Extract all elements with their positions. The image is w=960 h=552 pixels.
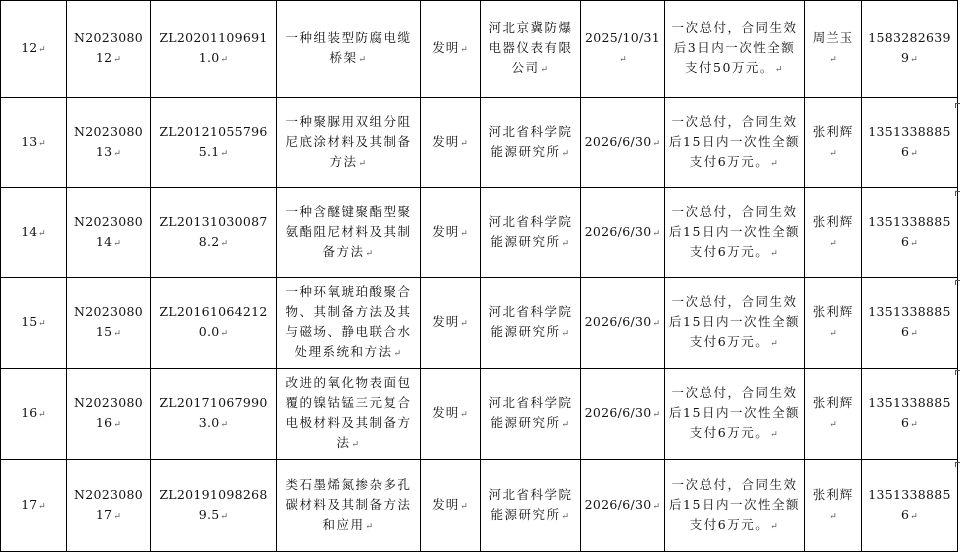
paragraph-mark-icon: ↵ [220, 420, 229, 430]
expiry-date-cell [581, 278, 665, 369]
paragraph-mark-decoration [955, 370, 960, 375]
paragraph-mark-decoration [955, 191, 960, 196]
paragraph-mark-icon: ↵ [910, 511, 919, 522]
paragraph-mark-icon: ↵ [460, 319, 469, 329]
project-code: N202308014 [73, 213, 143, 249]
paragraph-mark-icon: ↵ [38, 319, 46, 329]
paragraph-mark-icon: ↵ [770, 158, 780, 169]
expiry-date: 2025/10/31 [584, 30, 661, 45]
paragraph-mark-icon: ↵ [460, 45, 469, 55]
patent-owner-cell [481, 98, 581, 188]
contact-phone-cell [862, 98, 958, 188]
paragraph-mark-decoration [955, 280, 960, 285]
table-row [1, 188, 958, 278]
expiry-date: 2026/6/30 [584, 405, 652, 420]
paragraph-mark-icon: ↵ [770, 521, 780, 532]
expiry-date-cell [581, 460, 665, 552]
paragraph-mark-icon: ↵ [365, 248, 375, 259]
paragraph-mark-icon: ↵ [220, 238, 229, 249]
project-code-cell [67, 460, 151, 552]
paragraph-mark-icon: ↵ [829, 148, 838, 159]
paragraph-mark-icon: ↵ [561, 420, 571, 430]
paragraph-mark-icon: ↵ [393, 349, 403, 359]
patent-type: 发明 [432, 223, 460, 239]
project-code-cell [67, 369, 151, 460]
row-number: 13 [21, 133, 38, 149]
patent-title-cell [277, 460, 421, 552]
patent-title: 改进的氧化物表面包覆的镍钴锰三元复合电极材料及其制备方法 [285, 375, 412, 450]
patent-type-cell [421, 278, 481, 369]
paragraph-mark-icon: ↵ [113, 511, 122, 522]
paragraph-mark-icon: ↵ [460, 410, 469, 420]
paragraph-mark-icon: ↵ [38, 501, 46, 512]
contact-person-cell [805, 369, 862, 460]
paragraph-mark-icon: ↵ [460, 228, 469, 239]
project-code-cell [67, 1, 151, 98]
patent-title: 类石墨烯氮掺杂多孔碳材料及其制备方法和应用 [285, 476, 412, 532]
row-number-cell [1, 369, 67, 460]
paragraph-mark-icon: ↵ [113, 329, 122, 339]
paragraph-mark-icon: ↵ [113, 238, 122, 249]
expiry-date-cell [581, 369, 665, 460]
patent-type-cell [421, 98, 481, 188]
row-number: 17 [21, 496, 38, 512]
paragraph-mark-icon: ↵ [220, 511, 229, 522]
paragraph-mark-icon: ↵ [113, 148, 122, 159]
paragraph-mark-icon: ↵ [561, 329, 571, 339]
expiry-date-cell [581, 98, 665, 188]
payment-terms-cell [665, 98, 805, 188]
expiry-date: 2026/6/30 [584, 314, 652, 329]
paragraph-mark-icon: ↵ [220, 329, 229, 339]
project-code: N202308013 [73, 123, 143, 159]
patent-owner-cell [481, 1, 581, 98]
paragraph-mark-icon: ↵ [910, 329, 919, 339]
patent-type: 发明 [432, 405, 460, 420]
table-row [1, 278, 958, 369]
patent-number: ZL201710679903.0 [159, 395, 268, 430]
expiry-date: 2026/6/30 [584, 223, 652, 239]
expiry-date: 2026/6/30 [584, 496, 652, 512]
paragraph-mark-icon: ↵ [460, 501, 469, 512]
paragraph-mark-icon: ↵ [770, 339, 780, 349]
paragraph-mark-icon: ↵ [38, 228, 46, 239]
paragraph-mark-icon: ↵ [351, 440, 361, 450]
patent-title: 一种环氧琥珀酸聚合物、其制备方法及其与磁场、静电联合水处理系统和方法 [285, 284, 412, 359]
patent-type-cell [421, 1, 481, 98]
contact-phone-cell [862, 369, 958, 460]
paragraph-mark-icon: ↵ [358, 158, 368, 169]
paragraph-mark-icon: ↵ [619, 55, 627, 65]
paragraph-mark-icon: ↵ [38, 410, 46, 420]
paragraph-mark-icon: ↵ [38, 45, 46, 55]
contact-phone: 13513388856 [868, 486, 951, 522]
row-number-cell [1, 98, 67, 188]
expiry-date-cell [581, 1, 665, 98]
payment-terms: 一次总付，合同生效后15日内一次性全额支付6万元。 [669, 113, 800, 169]
patent-owner: 河北省科学院能源研究所 [488, 304, 573, 339]
paragraph-mark-decoration [955, 462, 960, 467]
patent-title-cell [277, 369, 421, 460]
patent-number: ZL202011096911.0 [159, 30, 268, 65]
patent-number-cell [151, 369, 277, 460]
contact-phone-cell [862, 188, 958, 278]
project-code: N202308017 [73, 486, 143, 522]
paragraph-mark-icon: ↵ [652, 410, 661, 420]
patent-owner: 河北省科学院能源研究所 [488, 123, 573, 159]
project-code: N202308015 [73, 304, 143, 339]
paragraph-mark-icon: ↵ [770, 248, 780, 259]
patent-owner-cell [481, 278, 581, 369]
contact-phone-cell [862, 460, 958, 552]
patent-owner: 河北京冀防爆电器仪表有限公司 [488, 20, 573, 75]
paragraph-mark-icon: ↵ [38, 138, 46, 149]
paragraph-mark-icon: ↵ [829, 420, 838, 430]
row-number-cell [1, 1, 67, 98]
paragraph-mark-icon: ↵ [910, 420, 919, 430]
contact-person: 张利辉 [812, 304, 854, 319]
expiry-date: 2026/6/30 [584, 133, 652, 149]
patent-number-cell [151, 278, 277, 369]
patent-owner-cell [481, 369, 581, 460]
contact-person-cell [805, 188, 862, 278]
payment-terms: 一次总付，合同生效后15日内一次性全额支付6万元。 [669, 476, 800, 532]
payment-terms: 一次总付，合同生效后3日内一次性全额支付50万元。 [671, 20, 798, 75]
table-row [1, 369, 958, 460]
project-code-cell [67, 98, 151, 188]
patent-owner: 河北省科学院能源研究所 [488, 395, 573, 430]
contact-person-cell [805, 460, 862, 552]
patent-type: 发明 [432, 133, 460, 149]
contact-phone-cell [862, 1, 958, 98]
paragraph-mark-decoration [955, 103, 960, 108]
paragraph-mark-icon: ↵ [113, 55, 122, 65]
patent-title-cell [277, 98, 421, 188]
patent-owner-cell [481, 188, 581, 278]
paragraph-mark-icon: ↵ [910, 148, 919, 159]
paragraph-mark-icon: ↵ [652, 501, 661, 512]
patent-number: ZL201910982689.5 [159, 486, 268, 522]
patent-type: 发明 [432, 496, 460, 512]
project-code-cell [67, 188, 151, 278]
paragraph-mark-icon: ↵ [561, 511, 571, 522]
contact-phone: 13513388856 [868, 395, 951, 430]
payment-terms: 一次总付，合同生效后15日内一次性全额支付6万元。 [669, 203, 800, 259]
row-number: 14 [21, 223, 38, 239]
row-number: 16 [21, 405, 38, 420]
patent-type: 发明 [432, 314, 460, 329]
paragraph-mark-icon: ↵ [652, 319, 661, 329]
contact-person-cell [805, 98, 862, 188]
payment-terms-cell [665, 1, 805, 98]
paragraph-mark-icon: ↵ [910, 238, 919, 249]
paragraph-mark-icon: ↵ [770, 430, 780, 440]
row-number-cell [1, 460, 67, 552]
patent-title-cell [277, 188, 421, 278]
paragraph-mark-icon: ↵ [774, 65, 784, 75]
patent-type-cell [421, 188, 481, 278]
paragraph-mark-icon: ↵ [113, 420, 122, 430]
patent-type-cell [421, 460, 481, 552]
patent-title: 一种含醚键聚酯型聚氨酯阻尼材料及其制备方法 [285, 203, 412, 259]
paragraph-mark-icon: ↵ [910, 55, 919, 65]
paragraph-mark-icon: ↵ [220, 148, 229, 159]
patent-type: 发明 [432, 40, 460, 55]
patent-number-cell [151, 460, 277, 552]
project-code: N202308016 [73, 395, 143, 430]
contact-person-cell [805, 1, 862, 98]
paragraph-mark-icon: ↵ [829, 329, 838, 339]
patent-owner: 河北省科学院能源研究所 [488, 486, 573, 522]
payment-terms-cell [665, 460, 805, 552]
payment-terms: 一次总付，合同生效后15日内一次性全额支付6万元。 [669, 294, 800, 349]
paragraph-mark-icon: ↵ [561, 238, 571, 249]
patent-title-cell [277, 278, 421, 369]
paragraph-mark-icon: ↵ [652, 138, 661, 149]
contact-person: 张利辉 [812, 395, 854, 410]
contact-phone: 15832826399 [868, 30, 951, 65]
contact-phone-cell [862, 278, 958, 369]
project-code: N202308012 [73, 30, 143, 65]
paragraph-mark-icon: ↵ [652, 228, 661, 239]
payment-terms-cell [665, 369, 805, 460]
paragraph-mark-icon: ↵ [829, 511, 838, 522]
patent-title-cell [277, 1, 421, 98]
table-row [1, 1, 958, 98]
paragraph-mark-icon: ↵ [540, 65, 550, 75]
patent-title: 一种组装型防腐电缆桥架 [285, 30, 412, 65]
patent-number-cell [151, 1, 277, 98]
patent-owner-cell [481, 460, 581, 552]
paragraph-mark-icon: ↵ [829, 55, 838, 65]
contact-phone: 13513388856 [868, 213, 951, 249]
payment-terms: 一次总付，合同生效后15日内一次性全额支付6万元。 [669, 385, 800, 440]
payment-terms-cell [665, 278, 805, 369]
row-number: 12 [21, 40, 38, 55]
patent-number-cell [151, 98, 277, 188]
patent-number: ZL201210557965.1 [159, 123, 268, 159]
patent-number: ZL201610642120.0 [159, 304, 268, 339]
patent-owner: 河北省科学院能源研究所 [488, 213, 573, 249]
contact-person-cell [805, 278, 862, 369]
table-row [1, 460, 958, 552]
table-row [1, 98, 958, 188]
contact-person: 张利辉 [812, 486, 854, 502]
patent-number-cell [151, 188, 277, 278]
contact-person: 张利辉 [812, 123, 854, 139]
contact-phone: 13513388856 [868, 123, 951, 159]
row-number-cell [1, 188, 67, 278]
paragraph-mark-icon: ↵ [561, 148, 571, 159]
patent-title: 一种聚脲用双组分阻尼底涂材料及其制备方法 [285, 113, 412, 169]
project-code-cell [67, 278, 151, 369]
paragraph-mark-icon: ↵ [365, 521, 375, 532]
contact-phone: 13513388856 [868, 304, 951, 339]
patent-type-cell [421, 369, 481, 460]
paragraph-mark-icon: ↵ [829, 238, 838, 249]
patent-number: ZL201310300878.2 [159, 213, 268, 249]
payment-terms-cell [665, 188, 805, 278]
contact-person: 周兰玉 [812, 30, 854, 45]
row-number-cell [1, 278, 67, 369]
expiry-date-cell [581, 188, 665, 278]
row-number: 15 [21, 314, 38, 329]
contact-person: 张利辉 [812, 213, 854, 229]
paragraph-mark-icon: ↵ [220, 55, 229, 65]
paragraph-mark-icon: ↵ [358, 55, 368, 65]
paragraph-mark-icon: ↵ [460, 138, 469, 149]
